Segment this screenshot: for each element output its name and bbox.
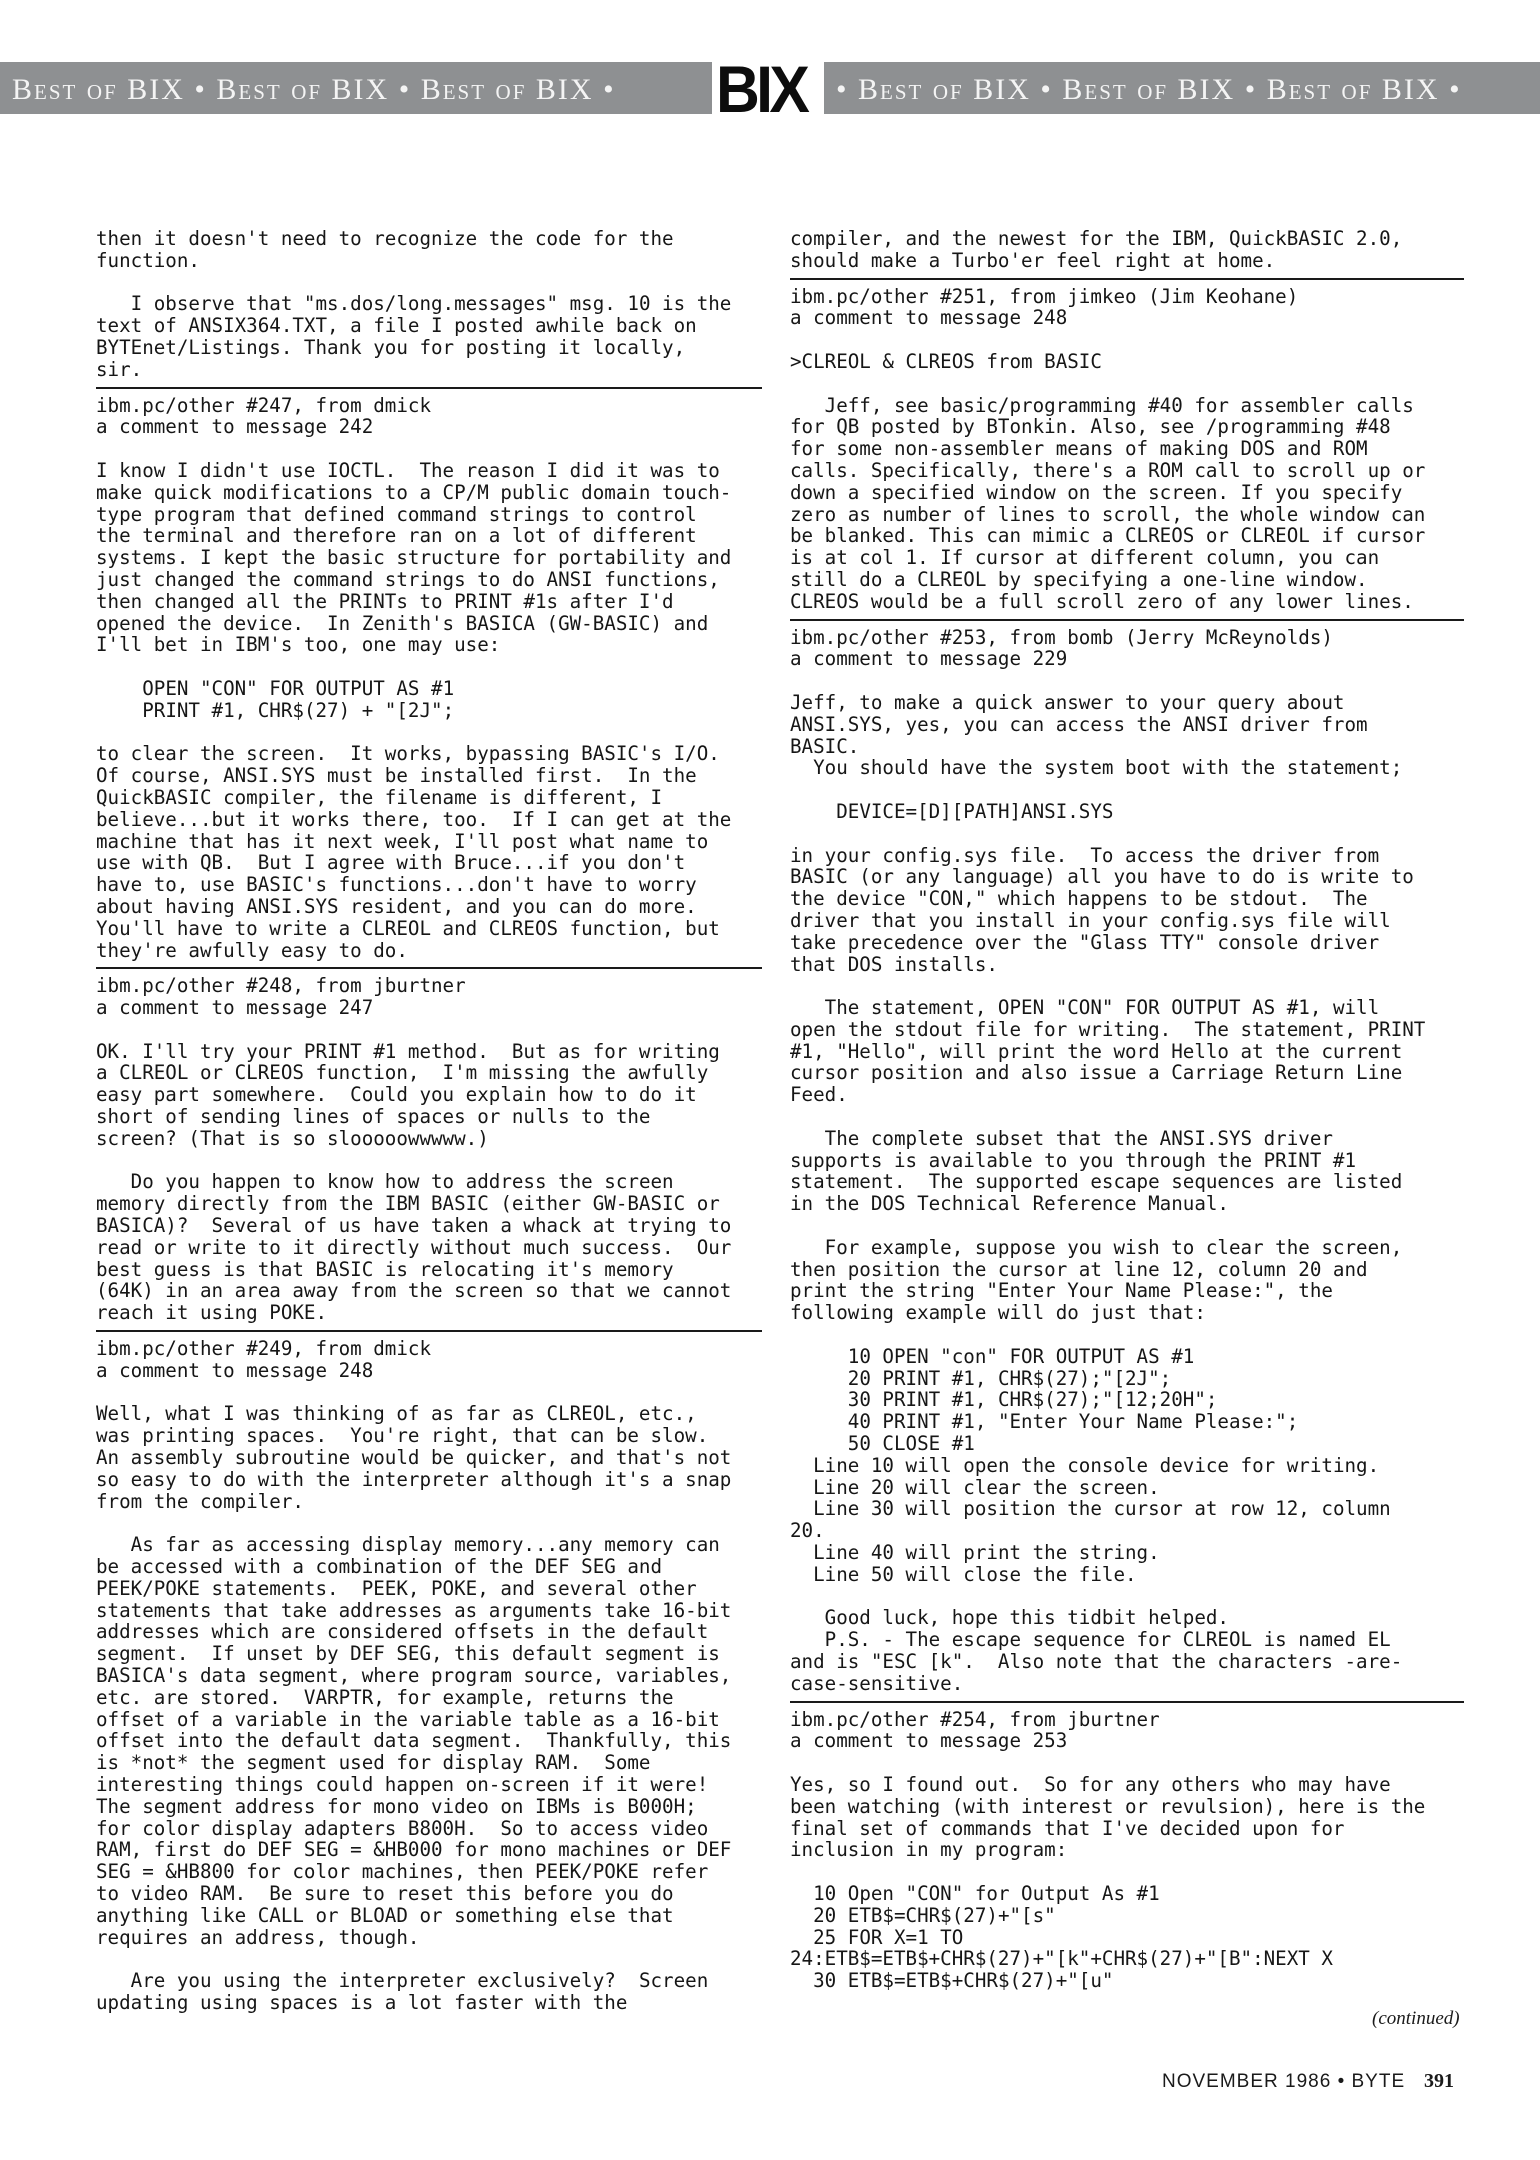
paragraph-gap [790,1586,1464,1608]
message-header: ibm.pc/other #251, from jimkeo (Jim Keohane) a comment to message 248 [790,284,1299,330]
banner-left-text: Best of BIX • Best of BIX • Best of BIX • [12,73,616,106]
paragraph-gap [790,975,1464,997]
footer-issue: NOVEMBER 1986 • BYTE [1162,2071,1406,2092]
message-paragraph: I know I didn't use IOCTL. The reason I did it was to make quick modifications to a CP/M public domain touch- type program that defined command strings to control the terminal and therefore ran on a lot of different systems. I kept the basic structure for portability and just changed the command strings to do ANSI functions, then changed all the PRINTs to PRINT #1s after I'd opened the device. In Zenith's BASICA (GW-BASIC) and I'll bet in IBM's too, one may use: [96,458,732,657]
paragraph-gap [790,373,1464,395]
message-paragraph: OK. I'll try your PRINT #1 method. But as for writing a CLREOL or CLREOS function, I'm missing the awfully easy part somewhere. Could you explain how to do it short of sending lines of spaces or nulls to the screen? (That is so slooooowwwww.) [96,1039,720,1150]
message-paragraph: OPEN "CON" FOR OUTPUT AS #1 PRINT #1, CHR$(27) + "[2J"; [142,676,455,722]
paragraph-gap [790,823,1464,845]
paragraph-gap [790,779,1464,801]
message-divider [790,619,1464,621]
message-divider [96,967,762,969]
paragraph-gap [790,670,1464,692]
paragraph-gap [790,1215,1464,1237]
paragraph-gap [96,722,762,744]
message-divider [96,1330,762,1332]
message-paragraph: in your config.sys file. To access the driver from BASIC (or any language) all you have to do is write to the device "CON," which happens to be stdout. The driver that you install in your config.sys file will take precedence over the "Glass TTY" console driver that DOS installs. [790,843,1414,976]
paragraph-gap [96,438,762,460]
message-paragraph: Good luck, hope this tidbit helped. P.S. - The escape sequence for CLREOL is named EL and is "ESC [k". Also note that the characters -are- case-sensitive. [790,1606,1403,1695]
message-paragraph: >CLREOL & CLREOS from BASIC [790,349,1102,373]
message-paragraph: Jeff, to make a quick answer to your query about ANSI.SYS, yes, you can access the ANSI driver from BASIC. You should have the system boot with the statement; [790,690,1403,780]
left-column [96,228,762,2014]
message-paragraph: 10 OPEN "con" FOR OUTPUT AS #1 20 PRINT #1, CHR$(27);"[2J"; 30 PRINT #1, CHR$(27);"[12;20H"; 40 PRINT #1, "Enter Your Name Please:"; 50 CLOSE #1 Line 10 will open the console device for writing. Line 20 will clear the screen. Line 30 will position the cursor at row 12, column 20. Line 40 will print the string. Line 50 will close the file. [790,1344,1391,1586]
message-header: ibm.pc/other #247, from dmick a comment to message 242 [96,393,432,439]
paragraph-gap [96,1948,762,1970]
message-paragraph: As far as accessing display memory...any memory can be accessed with a combination of the DEF SEG and PEEK/POKE statements. PEEK, POKE, and several other statements that take addresses as arguments take 16-bit addresses which are considered offsets in the default segment. If unset by DEF SEG, this default segment is BASICA's data segment, where program source, variables, etc. are stored. VARPTR, for example, returns the offset of a variable in the variable table as a 16-bit offset into the default data segment. Thankfully, this is *not* the segment used for display RAM. Some interesting things could happen on-screen if it were! The segment address for mono video on IBMs is B000H; for color display adapters B800H. So to access video RAM, first do DEF SEG = &HB000 for mono machines or DEF SEG = &HB800 for color machines, then PEEK/POKE refer to video RAM. Be sure to reset this before you do anything like CALL or BLOAD or something else that requires an address, though. [96,1533,732,1949]
paragraph-gap [790,1324,1464,1346]
message-paragraph: Well, what I was thinking of as far as CLREOL, etc., was printing spaces. You're right, that can be slow. An assembly subroutine would be quicker, and that's not so easy to do with the interpreter although it's a snap from the compiler. [96,1402,732,1513]
message-header: ibm.pc/other #249, from dmick a comment to message 248 [96,1337,432,1382]
message-paragraph: 10 Open "CON" for Output As #1 20 ETB$=CHR$(27)+"[s" 25 FOR X=1 TO 24:ETB$=ETB$+CHR$(27)+"[k"+CHR$(27)+"[B":NEXT X 30 ETB$=ETB$+CHR$(27)+"[u" [790,1881,1333,1993]
paragraph-gap [96,272,762,294]
message-paragraph: Are you using the interpreter exclusively? Screen updating using spaces is a lot faster with the [96,1969,709,2014]
message-divider [790,1701,1464,1703]
paragraph-gap [96,656,762,678]
right-column [790,228,1464,1992]
page-footer [1162,2070,1454,2093]
paragraph-gap [96,1512,762,1534]
paragraph-gap [96,1019,762,1041]
message-divider [96,387,762,389]
message-paragraph: compiler, and the newest for the IBM, QuickBASIC 2.0, should make a Turbo'er feel right at home. [790,227,1403,272]
bix-logo: BIX [716,52,807,126]
message-header: ibm.pc/other #248, from jburtner a comment to message 247 [96,974,466,1020]
paragraph-gap [96,1150,762,1172]
message-paragraph: DEVICE=[D][PATH]ANSI.SYS [790,799,1114,823]
message-paragraph: For example, suppose you wish to clear the screen, then position the cursor at line 12, column 20 and print the string "Enter Your Name Please:", the following example will do just that: [790,1235,1403,1325]
banner-right-text: • Best of BIX • Best of BIX • Best of BIX • [836,73,1462,106]
paragraph-gap [790,329,1464,351]
page-number: 391 [1423,2070,1454,2092]
message-paragraph: Do you happen to know how to address the screen memory directly from the IBM BASIC (either GW-BASIC or BASICA)? Several of us have taken a whack at trying to read or write to it directly without much success. Our best guess is that BASIC is relocating it's memory (64K) in an area away from the screen so that we cannot reach it using POKE. [96,1170,732,1325]
message-header: ibm.pc/other #253, from bomb (Jerry McReynolds) a comment to message 229 [790,625,1333,671]
message-divider [790,278,1464,280]
message-paragraph: then it doesn't need to recognize the code for the function. [96,227,674,272]
continued-label: (continued) [1372,2008,1460,2029]
message-paragraph: Yes, so I found out. So for any others who may have been watching (with interest or revulsion), here is the final set of commands that I've decided upon for inclusion in my program: [790,1772,1426,1862]
message-header: ibm.pc/other #254, from jburtner a comment to message 253 [790,1707,1160,1753]
message-paragraph: The complete subset that the ANSI.SYS driver supports is available to you through the PRINT #1 statement. The supported escape sequences are listed in the DOS Technical Reference Manual. [790,1126,1403,1216]
message-paragraph: The statement, OPEN "CON" FOR OUTPUT AS #1, will open the stdout file for writing. The statement, PRINT #1, "Hello", will print the word Hello at the current cursor position and also issue a Carriage Return Line Feed. [790,996,1426,1107]
message-paragraph: I observe that "ms.dos/long.messages" msg. 10 is the text of ANSIX364.TXT, a file I posted awhile back on BYTEnet/Listings. Thank you for posting it locally, sir. [96,292,732,381]
paragraph-gap [790,1106,1464,1128]
paragraph-gap [790,1861,1464,1883]
message-paragraph: to clear the screen. It works, bypassing BASIC's I/O. Of course, ANSI.SYS must be installed first. In the QuickBASIC compiler, the filename is different, I believe...but it works there, too. If I can get at the machine that has it next week, I'll post what name to use with QB. But I agree with Bruce...if you don't have to, use BASIC's functions...don't have to worry about having ANSI.SYS resident, and you can do more. You'll have to write a CLREOL and CLREOS function, but they're awfully easy to do. [96,742,732,962]
message-paragraph: Jeff, see basic/programming #40 for assembler calls for QB posted by BTonkin. Also, see /programming #48 for some non-assembler means of making DOS and ROM calls. Specifically, there's a ROM call to scroll up or down a specified window on the screen. If you specify zero as number of lines to scroll, the whole window can be blanked. This can mimic a CLREOS or CLREOL if cursor is at col 1. If cursor at different column, you can still do a CLREOL by specifying a one-line window. CLREOS would be a full scroll zero of any lower lines. [790,393,1426,613]
paragraph-gap [96,1382,762,1404]
paragraph-gap [790,1752,1464,1774]
